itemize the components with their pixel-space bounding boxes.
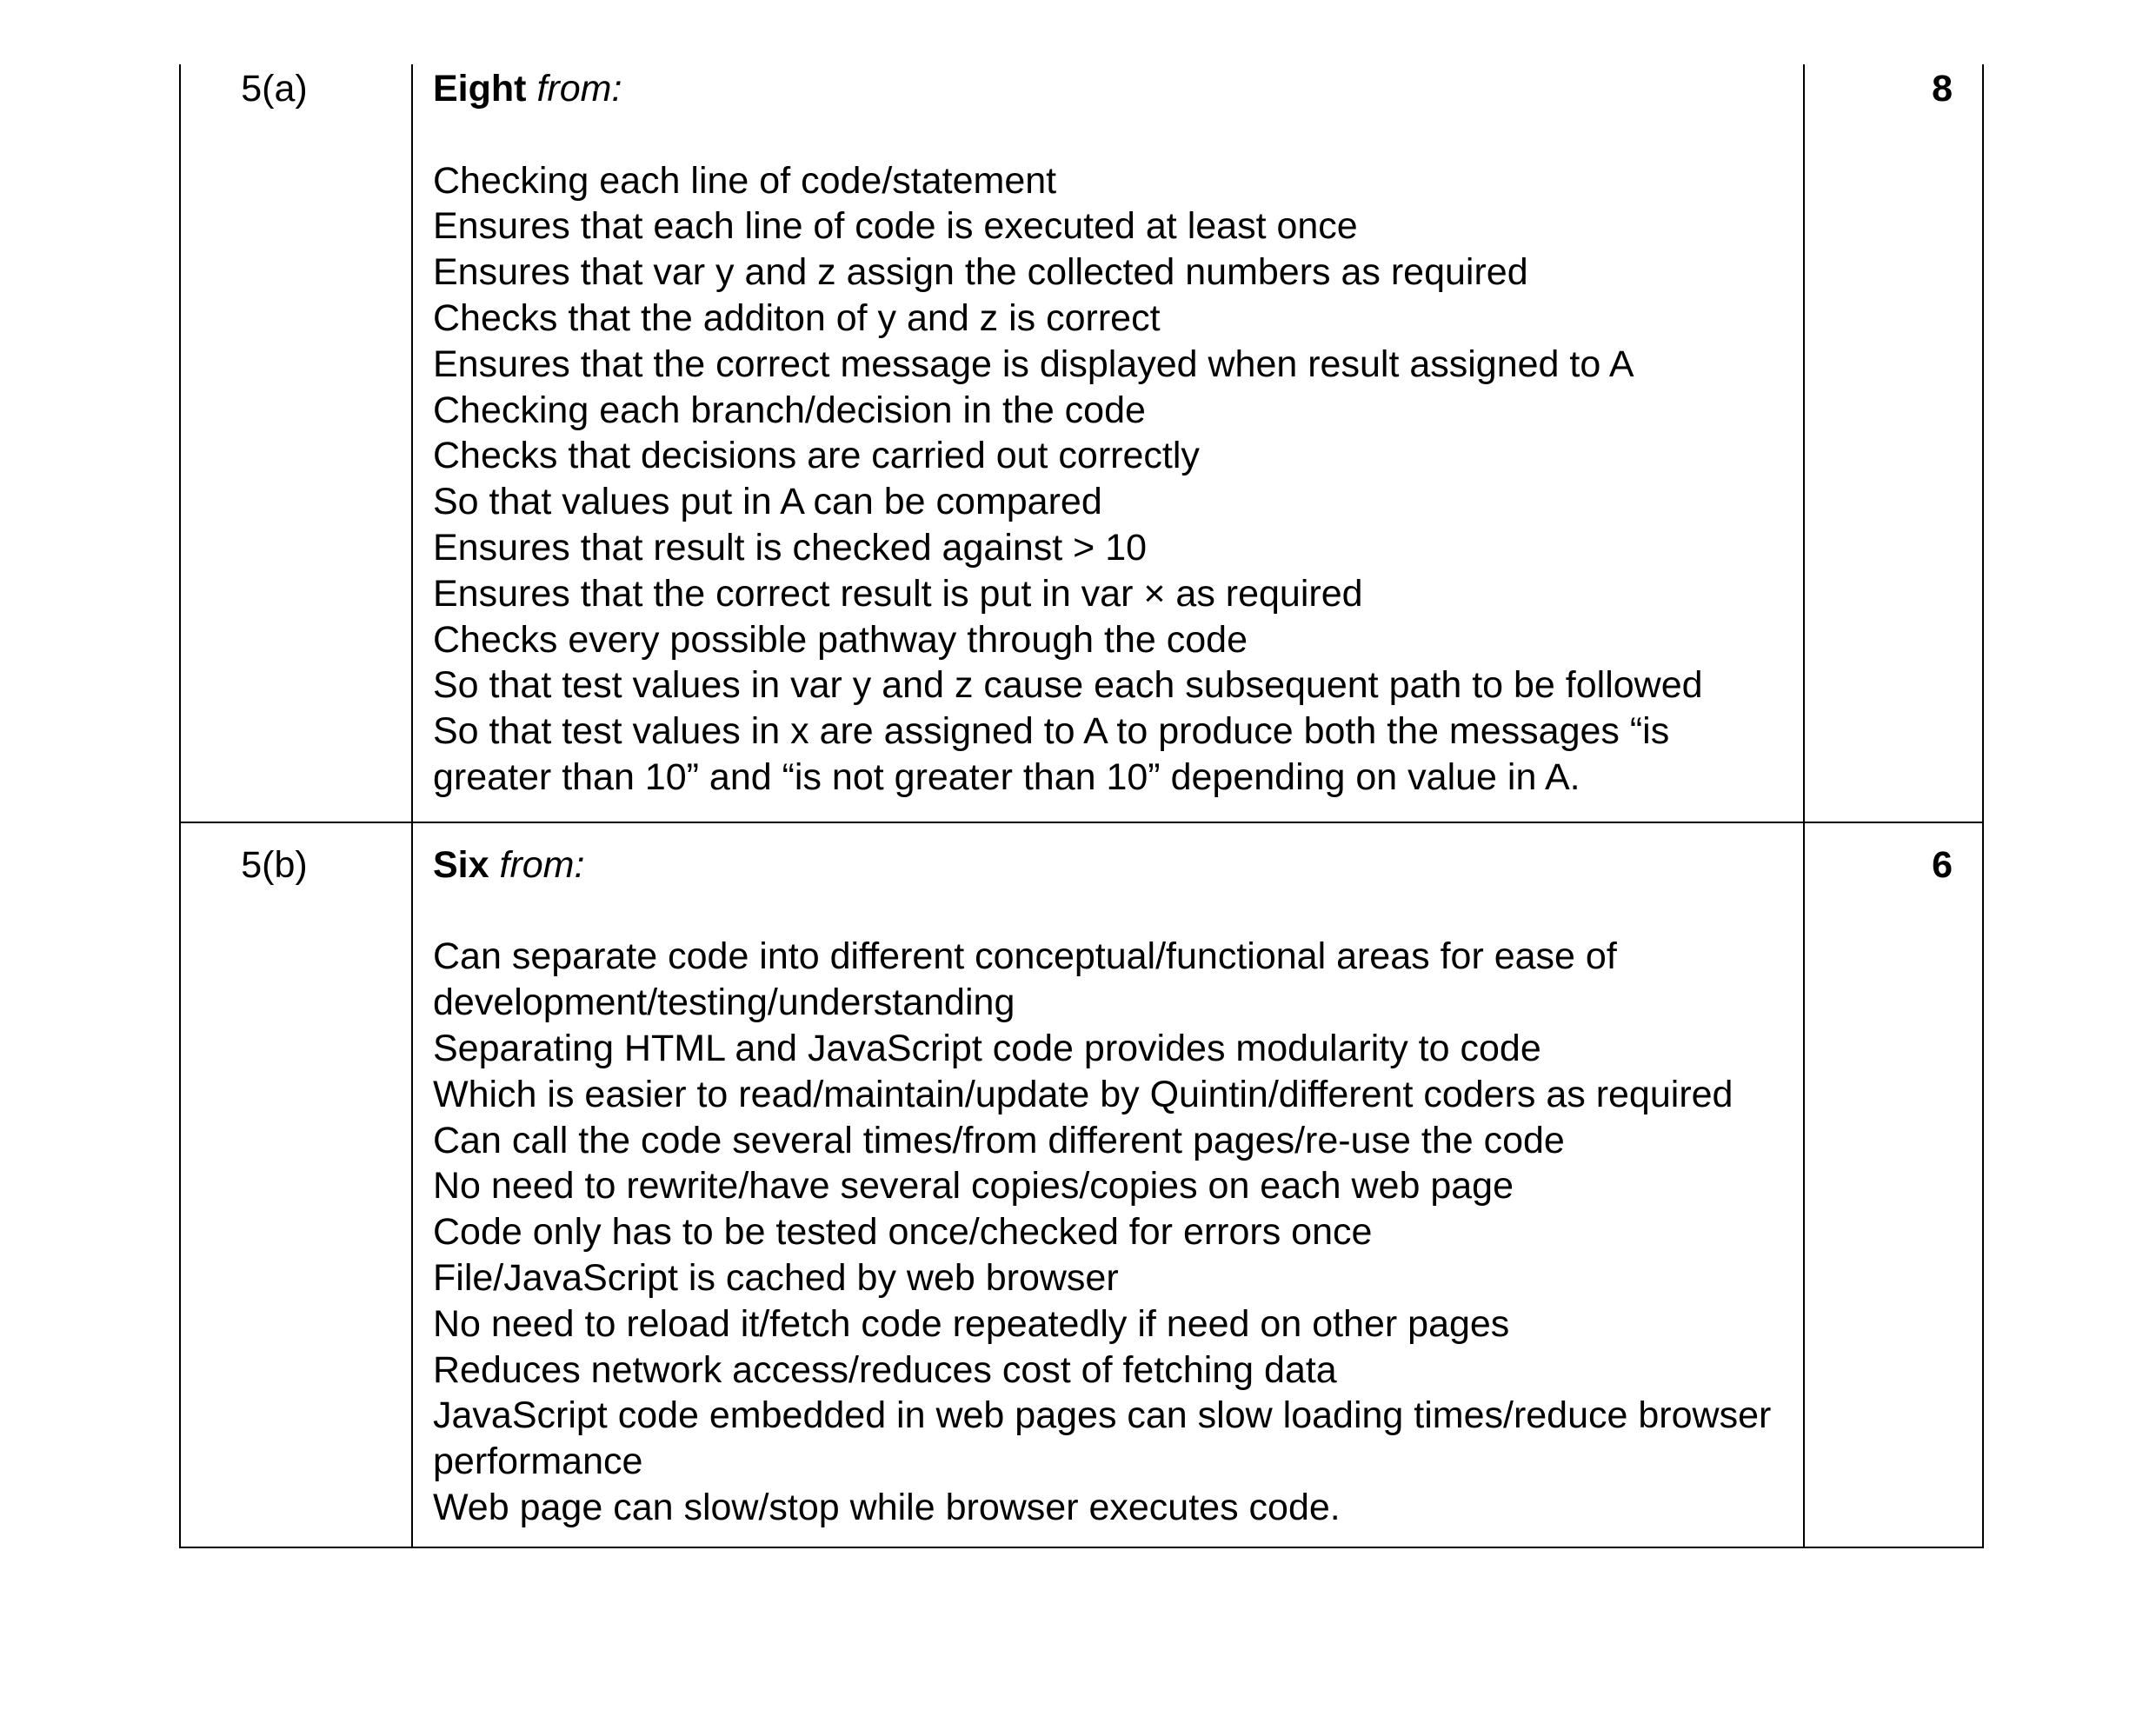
list-item: No need to rewrite/have several copies/copies on each web page [433,1165,1514,1208]
question-number: 5(b) [180,822,412,1547]
answer-heading [433,66,1786,112]
list-item: Can call the code several times/from different pages/re-use the code [433,1119,1565,1161]
list-item: Web page can slow/stop while browser executes code. [433,1486,1341,1528]
heading-bold: Six [433,843,489,886]
answer-cell [412,64,1804,822]
list-item: Ensures that the correct result is put in var × as required [433,572,1363,615]
question-number: 5(a) [180,64,412,822]
list-item: No need to reload it/fetch code repeatedly if need on other pages [433,1302,1510,1345]
list-item: Checks that the additon of y and z is correct [433,296,1161,339]
marks-value: 6 [1804,822,1983,1547]
list-item: Reduces network access/reduces cost of fetching data [433,1348,1337,1391]
list-item: Checking each line of code/statement [433,159,1057,202]
mark-scheme-table [179,64,1984,1548]
heading-italic: from: [499,843,585,886]
list-item: Ensures that the correct message is displayed when result assigned to A [433,343,1634,385]
table-row-5b [180,822,1983,1547]
list-item: JavaScript code embedded in web pages can slow loading times/reduce browser performance [433,1394,1772,1483]
list-item: Checking each branch/decision in the code [433,389,1146,431]
list-item: So that test values in x are assigned to A to produce both the messages “is greater than 10” and “is not greater than 10” depending on value in A. [433,710,1670,798]
list-item: Can separate code into different conceptual/functional areas for ease of development/testing/understanding [433,935,1617,1024]
answer-heading [433,842,1786,888]
table-row-5a [180,64,1983,822]
heading-bold: Eight [433,68,527,110]
list-item: Separating HTML and JavaScript code provides modularity to code [433,1027,1541,1069]
list-item: Which is easier to read/maintain/update by Quintin/different coders as required [433,1073,1733,1115]
list-item: Code only has to be tested once/checked for errors once [433,1211,1373,1254]
list-item: Ensures that result is checked against > 10 [433,526,1148,569]
list-item: Ensures that each line of code is executed at least once [433,205,1358,248]
list-item: File/JavaScript is cached by web browser [433,1256,1119,1299]
heading-italic: from: [536,68,622,110]
answer-cell [412,822,1804,1547]
list-item: So that values put in A can be compared [433,481,1102,523]
marks-value: 8 [1804,64,1983,822]
list-item: Checks every possible pathway through the code [433,618,1248,661]
list-item: Ensures that var y and z assign the collected numbers as required [433,251,1528,294]
list-item: Checks that decisions are carried out correctly [433,435,1200,477]
list-item: So that test values in var y and z cause each subsequent path to be followed [433,664,1703,707]
